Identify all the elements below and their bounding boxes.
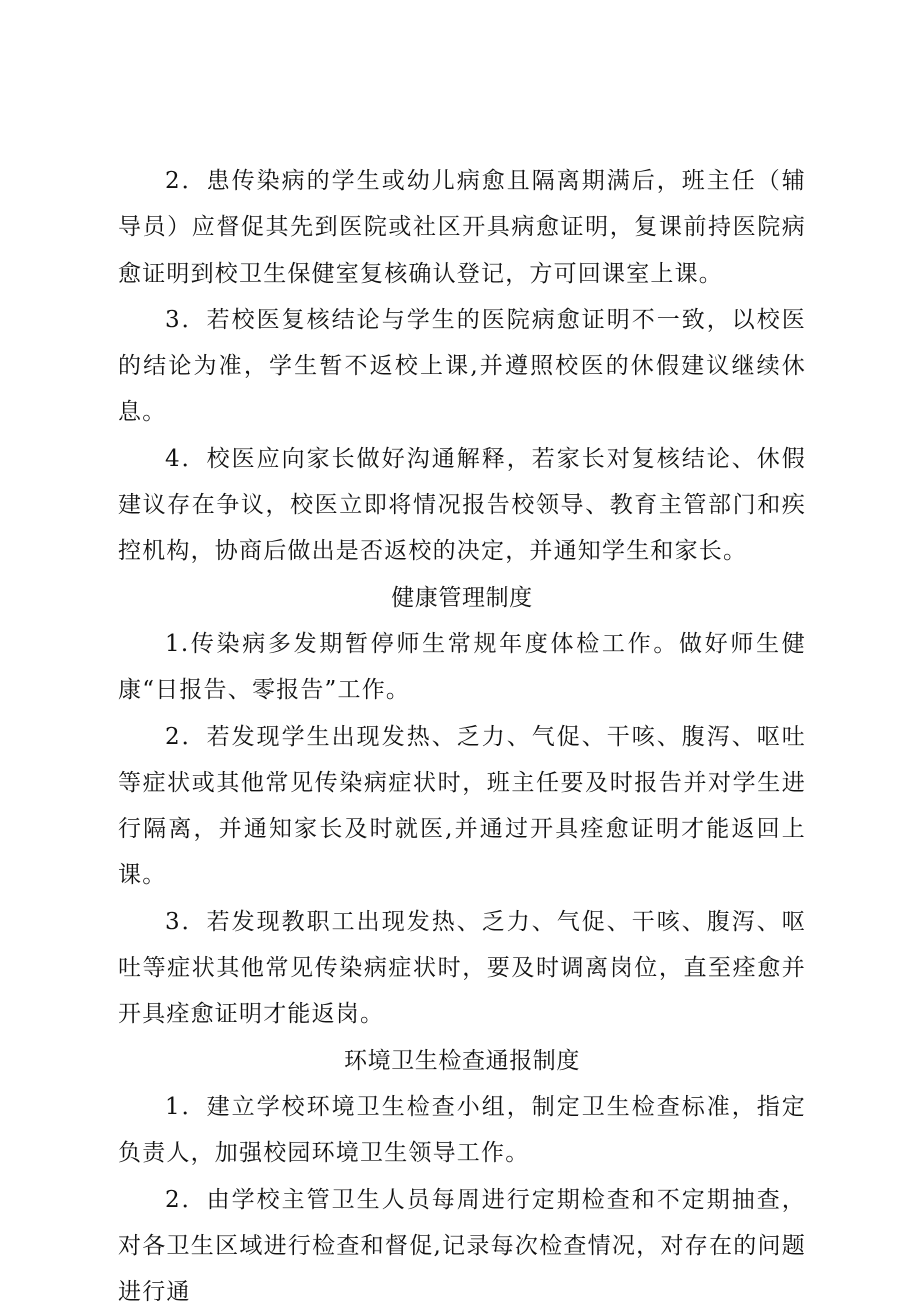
para-section1-item2: 2．患传染病的学生或幼儿病愈且隔离期满后，班主任（辅导员）应督促其先到医院或社区开具病愈证明，复课前持医院病愈证明到校卫生保健室复核确认登记，方可回课室上课。 xyxy=(118,168,806,287)
para-health-item1: 1.传染病多发期暂停师生常规年度体检工作。做好师生健康“日报告、零报告”工作。 xyxy=(118,630,806,704)
heading-environment-inspection: 环境卫生检查通报制度 xyxy=(344,1047,580,1074)
para-section1-item4: 4．校医应向家长做好沟通解释，若家长对复核结论、休假建议存在争议，校医立即将情况报告校领导、教育主管部门和疾控机构，协商后做出是否返校的决定，并通知学生和家长。 xyxy=(118,445,806,565)
heading-health-management: 健康管理制度 xyxy=(391,584,533,611)
para-environment-item2: 2．由学校主管卫生人员每周进行定期检查和不定期抽查，对各卫生区域进行检查和督促,记录每次检查情况，对存在的问题进行通 xyxy=(118,1186,806,1306)
para-environment-item1: 1．建立学校环境卫生检查小组，制定卫生检查标准，指定负责人，加强校园环境卫生领导工作。 xyxy=(118,1093,806,1167)
para-section1-item3: 3．若校医复核结论与学生的医院病愈证明不一致，以校医的结论为准，学生暂不返校上课,并遵照校医的休假建议继续休息。 xyxy=(118,306,806,426)
para-health-item3: 3．若发现教职工出现发热、乏力、气促、干咳、腹泻、呕吐等症状其他常见传染病症状时，要及时调离岗位，直至痊愈并开具痊愈证明才能返岗。 xyxy=(118,908,806,1028)
document-body xyxy=(118,158,806,1315)
para-health-item2: 2．若发现学生出现发热、乏力、气促、干咳、腹泻、呕吐等症状或其他常见传染病症状时，班主任要及时报告并对学生进行隔离，并通知家长及时就医,并通过开具痊愈证明才能返回上课。 xyxy=(118,723,806,889)
